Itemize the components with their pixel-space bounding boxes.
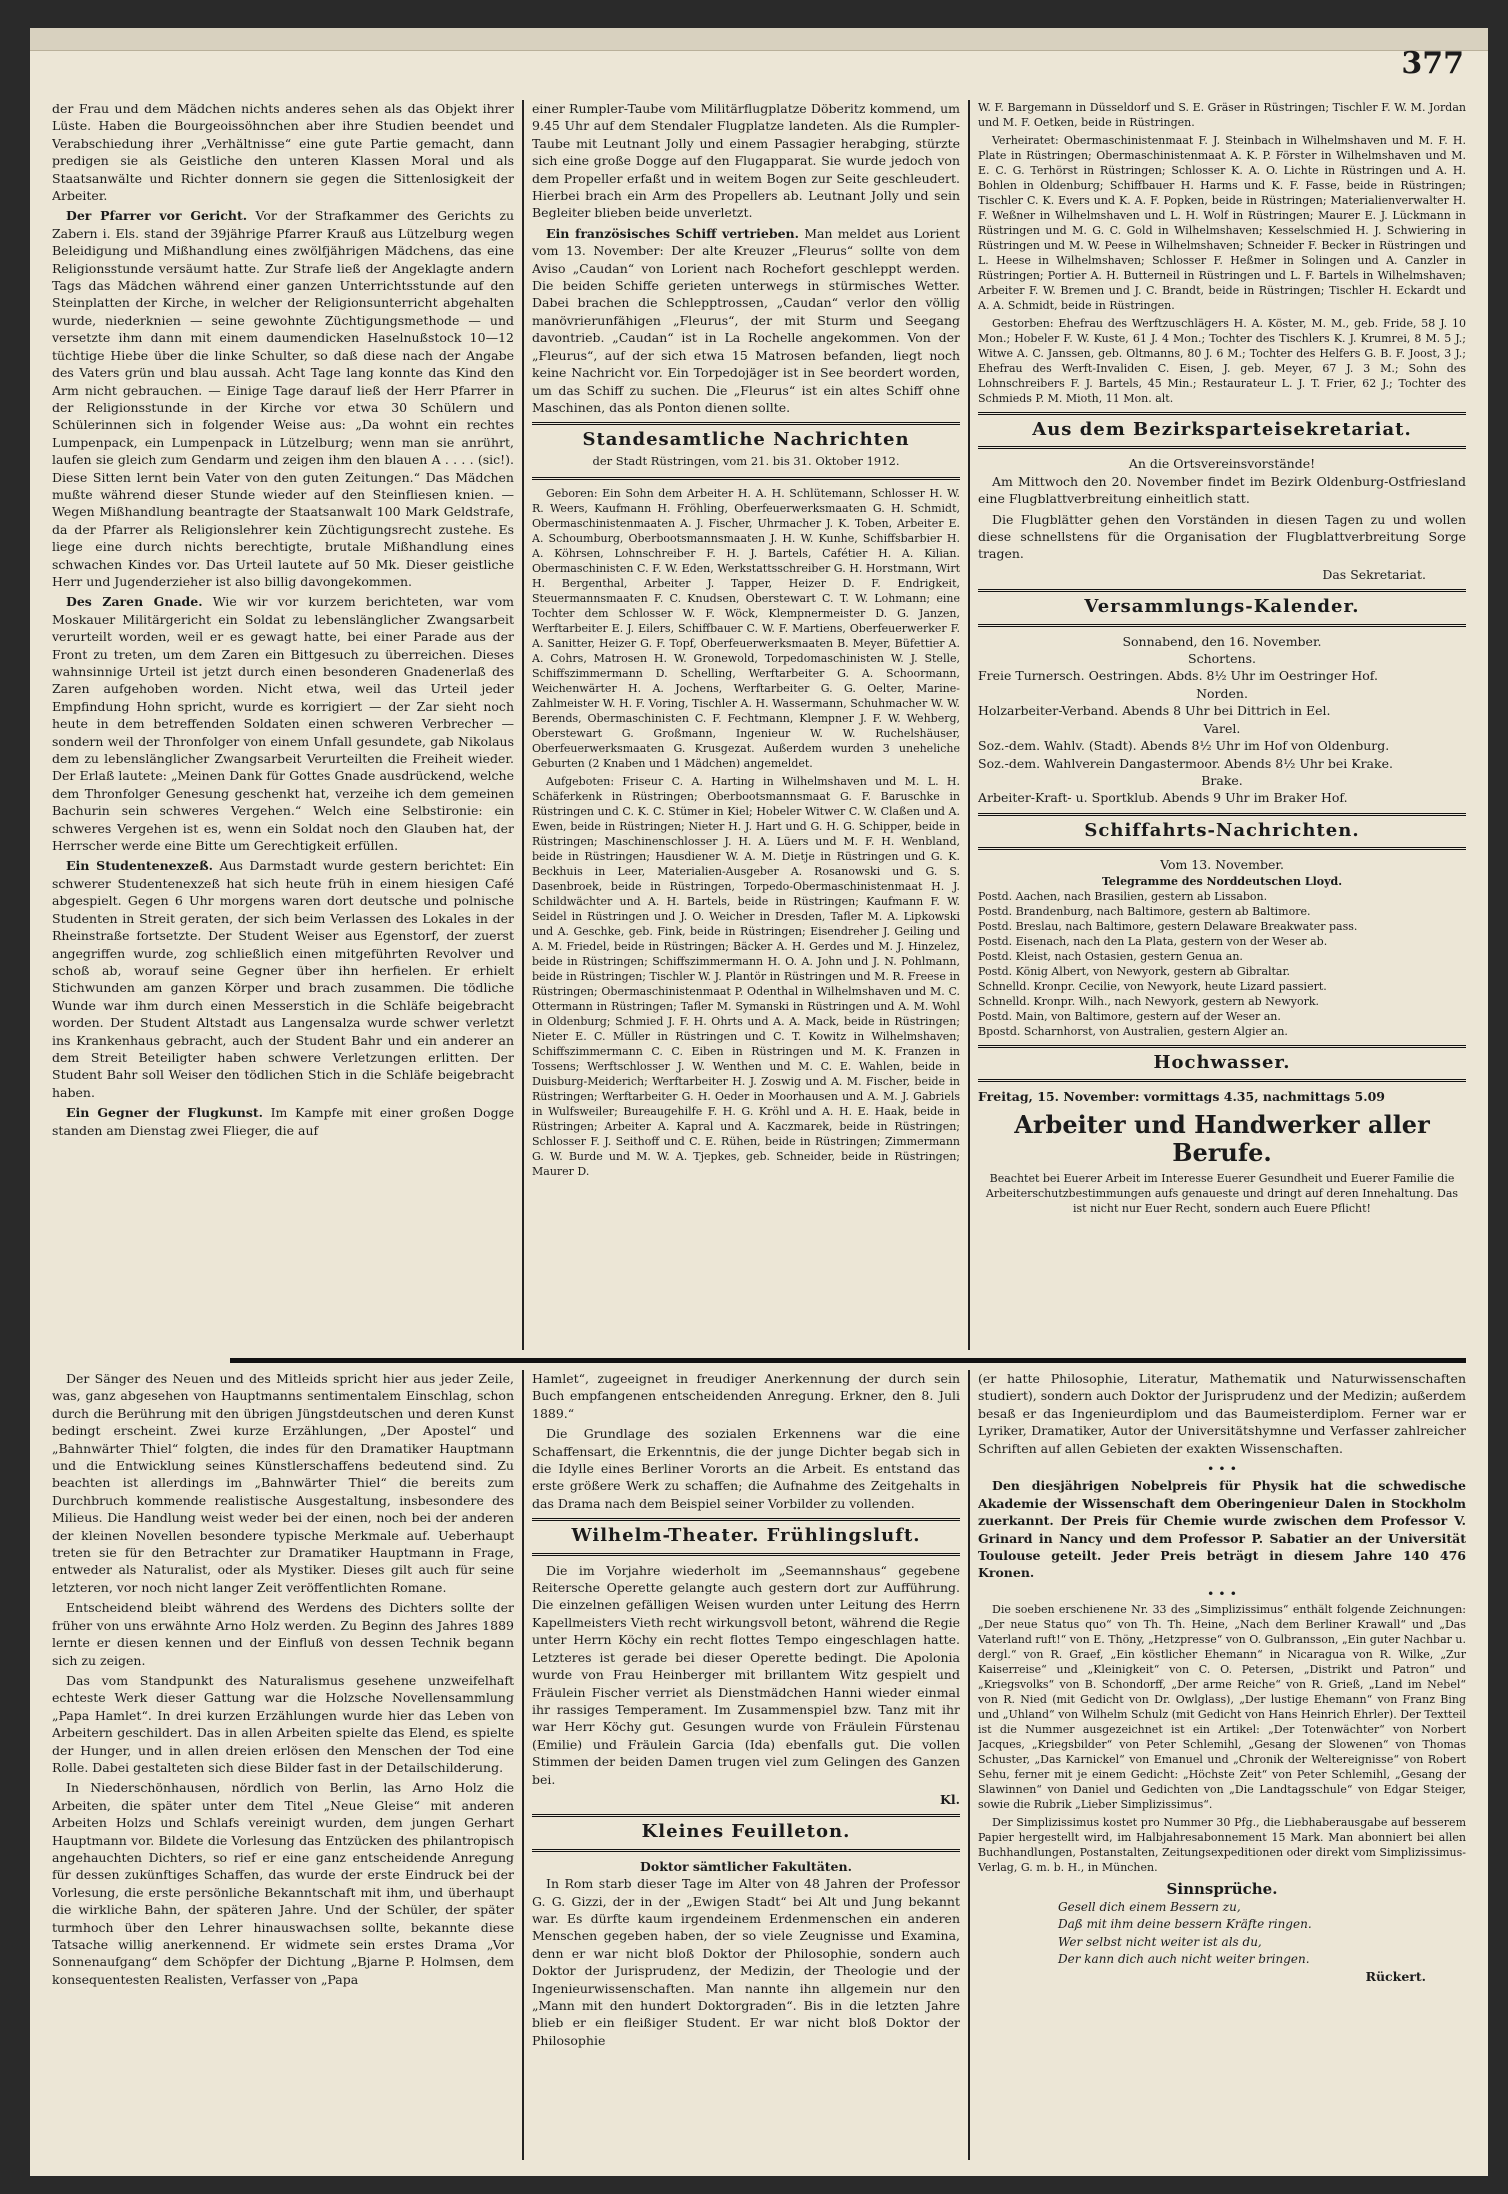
versammlung-date: Sonnabend, den 16. November. [1122, 633, 1322, 649]
feuilleton-column-right [978, 1370, 1466, 2160]
theater-text: Die im Vorjahre wiederholt im „Seemannshaus“ gegebene Reitersche Operette gelangte auch gestern dort zur Aufführung. Die einzelnen gefälligen Weisen wurden unter Leitung des Herrn Kapellmeisters Vieth recht wirkungsvoll betont, während die Regie unter Herrn Köchy ein recht flottes Tempo eingeschlagen hatte. Letzteres ist gerade bei dieser Operette bedingt. Die Apolonia wurde von Frau Heinberger mit brillantem Witz gespielt und Fräulein Fischer verriet als Dienstmädchen Hanni wieder einmal ihr rassiges Temperament. Im Zusammenspiel bzw. Tanz mit ihr war Herr Köchy gut. Gesungen wurde von Fräulein Fürstenau (Emilie) und Fräulein Garcia (Ida) ebenfalls gut. Die vollen Stimmen der beiden Damen trugen viel zum Gelingen des Ganzen bei. [532, 1562, 960, 1787]
bezirk-text-1: Am Mittwoch den 20. November findet im Bezirk Oldenburg-Ostfriesland eine Flugblattverbreitung einheitlich statt. [978, 473, 1466, 507]
feuilleton-cont-2: Die Grundlage des sozialen Erkennens war die eine Schaffensart, die Erkenntnis, die der junge Dichter begab sich in die Idylle eines Berliner Vororts an die Arbeit. Es entstand das erste größere Werk zu schaffen; die Aufnahme des Zeitgehalts in das Drama nach dem Beispiel seiner Vorbilder zu vollenden. [532, 1426, 960, 1511]
versammlung-box [978, 589, 1466, 626]
article-studenten [52, 857, 514, 1101]
column-left [52, 100, 514, 1350]
feuilleton-cont: Hamlet“, zugeeignet in freudiger Anerkennung der durch sein Buch empfangenen entscheidenden Anregung. Erkner, den 8. Juli 1889.“ [532, 1371, 960, 1421]
ship-line: Schnelld. Kronpr. Cecilie, von Newyork, heute Lizard passiert. [978, 979, 1327, 993]
column-right [978, 100, 1466, 1350]
article-schiff [532, 225, 960, 416]
headline-schiff: Ein französisches Schiff vertrieben. [546, 225, 799, 241]
bezirk-title: Aus dem Bezirksparteisekretariat. [1032, 419, 1412, 440]
schiffahrt-box [978, 813, 1466, 850]
ship-line: Postd. König Albert, von Newyork, gestern ab Gibraltar. [978, 964, 1291, 978]
page-number: 377 [1401, 46, 1464, 81]
nobel-text: Den diesjährigen Nobelpreis für Physik hat die schwedische Akademie der Wissenschaft dem Oberingenieur Dalen in Stockholm zuerkannt. Der Preis für Chemie wurde zwischen dem Professor V. Grinard in Nancy und dem Professor P. Sabatier an der Universität Toulouse geteilt. Jeder Preis beträgt in diesem Jahre 140 476 Kronen. [978, 1478, 1466, 1581]
column-divider [522, 100, 524, 1350]
standesamt-gestorben: Gestorben: Ehefrau des Werftzuschlägers H. A. Köster, M. M., geb. Fride, 58 J. 10 Mon.; Hobeler F. W. Kuste, 61 J. 4 Mon.; Tochter des Tischlers K. J. Krumrei, 8 M. 5 J.; Witwe A. C. Janssen, geb. Oltmanns, 80 J. 6 M.; Tochter des Helfers G. B. F. Joost, 3 J.; Ehefrau des Werft-Invaliden C. Eisen, J. geb. Meyer, 67 J. 3 M.; Sohn des Lohnschreibers F. J. Bartels, 45 Min.; Restaurateur L. J. T. Frier, 62 J.; Tochter des Schmieds P. M. Mioth, 11 Mon. alt. [978, 317, 1466, 405]
body-studenten: Aus Darmstadt wurde gestern berichtet: Ein schwerer Studentenexzeß hat sich heute früh in einem hiesigen Café abgespielt. Gegen 6 Uhr morgens waren dort deutsche und polnische Studenten in Streit geraten, der sich beim Verlassen des Lokales in der Rheinstraße fortsetzte. Der Student Weiser aus Egenstorf, der zuerst angegriffen wurde, zog schließlich einen mitgeführten Revolver und schoß ab, worauf seine Gegner über ihn herfielen. Er erhielt Stichwunden am ganzen Körper und brach zusammen. Die tödliche Wunde war ihm durch einen Messerstich in die Schläfe beigebracht worden. Der Student Altstadt aus Langensalza wurde schwer verletzt ins Krankenhaus gebracht, auch der Student Bahr und ein anderer an dem Streit Beteiligter haben schwere Verletzungen erlitten. Der Student Bahr soll Weiser den tödlichen Stich in die Schläfe beigebracht haben. [52, 858, 514, 1100]
ship-line: Bpostd. Scharnhorst, von Australien, gestern Algier an. [978, 1024, 1288, 1038]
column-divider [968, 100, 970, 1350]
location-heading: Norden. [1196, 685, 1248, 701]
bezirk-box [978, 412, 1466, 449]
ship-line: Postd. Aachen, nach Brasilien, gestern ab Lissabon. [978, 889, 1268, 903]
event-line: Holzarbeiter-Verband. Abends 8 Uhr bei Dittrich in Eel. [978, 703, 1331, 719]
headline-pfarrer: Der Pfarrer vor Gericht. [66, 208, 248, 224]
versammlung-title: Versammlungs-Kalender. [1084, 596, 1360, 618]
column-divider [522, 1370, 524, 2160]
schiffahrt-subtitle: Telegramme des Norddeutschen Lloyd. [1101, 874, 1343, 888]
headline-zaren: Des Zaren Gnade. [66, 594, 203, 610]
ship-line: Postd. Kleist, nach Ostasien, gestern Genua an. [978, 949, 1243, 963]
hochwasser-line: Freitag, 15. November: vormittags 4.35, nachmittags 5.09 [978, 1088, 1385, 1104]
body-flug-cont: einer Rumpler-Taube vom Militärflugplatze Döberitz kommend, um 9.45 Uhr auf dem Stendaler Flugplatze landeten. Als die Rumpler-Taube mit Leutnant Jolly und einem Passagier herabging, stürzte sich eine große Dogge auf den Flugapparat. Sie wurde jedoch von dem Propeller erfaßt und in weitem Bogen zur Seite geschleudert. Hierbei brach ein Arm des Propellers ab. Leutnant Jolly und sein Begleiter blieben beide unverletzt. [532, 101, 960, 221]
arbeiter-text: Beachtet bei Euerer Arbeit im Interesse Euerer Gesundheit und Euerer Familie die Arbeiterschutzbestimmungen aufs genaueste und dringt auf deren Innehaltung. Das ist nicht nur Euer Recht, sondern auch Euere Pflicht! [985, 1172, 1459, 1216]
article-pfarrer [52, 207, 514, 590]
body-zaren: Wie wir vor kurzem berichteten, war vom Moskauer Militärgericht ein Soldat zu lebenslänglicher Zwangsarbeit verurteilt worden, weil er es gewagt hatte, bei einer Parade aus der Front zu treten, um dem Zaren ein Bittgesuch zu überreichen. Dieses wahnsinnige Urteil ist jetzt durch einen besonderen Gnadenerlaß des Zaren aufgehoben worden. Nicht etwa, weil das Urteil jeder Empfindung Hohn spricht, wurde es korrigiert — der Zar sieht noch heute in dem betreffenden Soldaten einen schweren Verbrecher — sondern weil der Thronfolger von einem Unfall gesundete, gab Nikolaus dem zu lebenslänglicher Zwangsarbeit Verurteilten die Freiheit wieder. Der Erlaß lautete: „Meinen Dank für Gottes Gnade ausdrückend, welche dem Thronfolger Genesung geschenkt hat, verzeihe ich dem gemeinen Bachurin sein schweres Vergehen.“ Welch eine Selbstironie: ein schweres Vergehen ist es, wenn ein Soldat noch den Glauben hat, der Herrscher werde eine Bitte um Gerechtigkeit erfüllen. [52, 594, 514, 854]
article-flug [52, 1104, 514, 1139]
standesamt-box [532, 422, 960, 480]
theater-signature: Kl. [940, 1791, 960, 1807]
ship-line: Postd. Brandenburg, nach Baltimore, gestern ab Baltimore. [978, 904, 1311, 918]
event-line: Arbeiter-Kraft- u. Sportklub. Abends 9 Uhr im Braker Hof. [978, 790, 1348, 806]
kleines-feuilleton-title: Kleines Feuilleton. [641, 1821, 851, 1843]
feuilleton-text-1: Der Sänger des Neuen und des Mitleids spricht hier aus jeder Zeile, was, ganz abgesehen von Hauptmanns sentimentalem Einschlag, schon durch die Berührung mit den übrigen Jüngstdeutschen und deren Kunst bedingt erscheint. Zwei kurze Erzählungen, „Der Apostel“ und „Bahnwärter Thiel“ folgten, die indes für den Dramatiker Hauptmann und die Entwicklung seines Künstlerschaffens bedeutend sind. Zu beachten ist allerdings im „Bahnwärter Thiel“ die bereits zum Durchbruch kommende realistische Ausgestaltung, insbesondere des Milieus. Die Handlung weist weder bei der einen, noch bei der anderen der kleinen Novellen besondere typische Merkmale auf. Ueberhaupt treten sie für den Betrachter zur Dramatiker Hauptmann in Frage, entweder als Naturalist, oder als Mystiker. Dieses gilt auch für seine letzteren, vor noch nicht langer Zeit veröffentlichten Romane. [52, 1371, 514, 1595]
arbeiter-banner: Arbeiter und Handwerker aller Berufe. [1014, 1110, 1430, 1168]
schiffahrt-date: Vom 13. November. [1160, 857, 1284, 873]
doktor-title: Doktor sämtlicher Fakultäten. [640, 1858, 852, 1874]
standesamt-cont: W. F. Bargemann in Düsseldorf und S. E. Gräser in Rüstringen; Tischler F. W. M. Jordan und M. F. Oetken, beide in Rüstringen. [978, 101, 1466, 129]
sinnsprueche-line: Gesell dich einem Bessern zu, [1058, 1899, 1241, 1914]
event-line: Soz.-dem. Wahlv. (Stadt). Abends 8½ Uhr im Hof von Oldenburg. [978, 738, 1390, 754]
hochwasser-title: Hochwasser. [1153, 1051, 1291, 1073]
torn-top-edge [30, 28, 1488, 51]
article-zaren [52, 593, 514, 854]
doktor-cont: (er hatte Philosophie, Literatur, Mathematik und Naturwissenschaften studiert), sondern auch Doktor der Jurisprudenz und der Medizin; außerdem besaß er das Ingenieurdiplom und das Baumeisterdiplom. Ferner war er Lyriker, Dramatiker, Autor der Universitätshymne und Verfasser zahlreicher Schriften auf allen Gebieten der exakten Wissenschaften. [978, 1371, 1466, 1456]
column-divider [968, 1370, 970, 2160]
column-middle [532, 100, 960, 1350]
headline-studenten: Ein Studentenexzeß. [66, 858, 213, 874]
theater-box [532, 1518, 960, 1555]
simplizissimus-text-2: Der Simplizissimus kostet pro Nummer 30 Pfg., die Liebhaberausgabe auf besserem Papier hergestellt wird, im Halbjahresabonnement 15 Mark. Man abonniert bei allen Buchhandlungen, Postanstalten, Zeitungsexpeditionen oder direkt vom Simplizissimus-Verlag, G. m. b. H., in München. [978, 1816, 1466, 1875]
standesamt-verheiratet: Verheiratet: Obermaschinistenmaat F. J. Steinbach in Wilhelmshaven und M. F. H. Plate in Rüstringen; Obermaschinistenmaat A. K. P. Förster in Wilhelmshaven und M. E. C. G. Terhörst in Rüstringen; Schlosser K. A. O. Lichte in Rüstringen und A. H. Bohlen in Oldenburg; Schiffbauer H. Harms und K. F. Fasse, beide in Rüstringen; Tischler C. K. Evers und K. A. F. Popken, beide in Rüstringen; Materialienverwalter H. F. Weßner in Wilhelmshaven und L. H. Wolf in Rüstringen; Maurer E. J. Lückmann in Rüstringen und M. G. C. Gold in Wilhelmshaven; Kesselschmied H. J. Schwiering in Rüstringen und M. W. Peese in Wilhelmshaven; Schneider F. Becker in Rüstringen und L. Heese in Wilhelmshaven; Schlosser F. Heßmer in Solingen und A. Canzler in Rüstringen; Portier A. H. Butterneil in Rüstringen und L. F. Bartels in Wilhelmshaven; Arbeiter F. W. Bremen und J. C. Brandt, beide in Rüstringen; Tischler H. Eckardt und A. A. Schmidt, beide in Rüstringen. [978, 134, 1466, 312]
theater-title: Wilhelm-Theater. Frühlingsluft. [571, 1525, 921, 1547]
body-flug: Im Kampfe mit einer großen Dogge standen am Dienstag zwei Flieger, die auf [52, 1105, 514, 1138]
standesamt-geboren: Geboren: Ein Sohn dem Arbeiter H. A. H. Schlütemann, Schlosser H. W. R. Weers, Kaufmann H. Fröhling, Oberfeuerwerksmaaten G. H. Schmidt, Obermaschinistenmaaten A. J. Fischer, Uhrmacher J. K. Toben, Arbeiter E. A. Schoumburg, Oberbootsmannsmaaten J. H. W. Kunhe, Schiffsbarbier H. A. Köhrsen, Lohnschreiber F. H. J. Bartels, Cafétier H. A. Kilian. Obermaschinisten C. F. W. Eden, Werkstattsschreiber G. H. Horstmann, Wirt H. Bergenthal, Arbeiter J. Tapper, Heizer D. F. Endrigkeit, Steuermannsmaaten F. C. Knudsen, Oberstewart C. T. W. Lohmann; eine Tochter dem Schlosser W. F. Wöck, Klempnermeister D. G. Janzen, Werftarbeiter E. J. Eilers, Schiffbauer C. W. F. Martiens, Oberfeuerwerker F. A. Sanitter, Heizer G. F. Topf, Oberfeuerwerksmaaten B. Meyer, Büfettier A. A. Cohrs, Matrosen H. W. Gronewold, Torpedomaschinisten W. J. Stelle, Schiffszimmermann D. Schelling, Werftarbeiter G. A. Schoormann, Weichenwärter H. A. Jochens, Werftarbeiter G. G. Oelter, Marine-Zahlmeister W. H. F. Voring, Tischler A. H. Wassermann, Schuhmacher W. W. Berends, Obermaschinisten C. F. Fechtmann, Klempner J. F. W. Wehberg, Oberstewart G. Großmann, Ingenieur W. W. Ruchelshäuser, Oberfeuerwerksmaaten G. Krusgezat. Außerdem wurden 3 uneheliche Geburten (2 Knaben und 1 Mädchen) angemeldet. [532, 487, 960, 771]
body-schiff: Man meldet aus Lorient vom 13. November: Der alte Kreuzer „Fleurus“ sollte von dem Aviso „Caudan“ von Lorient nach Rochefort geschleppt werden. Die beiden Schiffe gerieten unterwegs in stürmisches Wetter. Dabei brachen die Schlepptrossen, „Caudan“ verlor den völlig manövrierunfähigen „Fleurus“, der mit Sturm und Seegang davontrieb. „Caudan“ ist in La Rochelle angekommen. Von der „Fleurus“, auf der sich etwa 15 Matrosen befanden, liegt noch keine Nachricht vor. Ein Torpedojäger ist in See beordert worden, um das Schiff zu suchen. Die „Fleurus“ ist ein altes Schiff ohne Maschinen, das als Ponton dienen sollte. [532, 225, 960, 415]
sinnsprueche-author: Rückert. [1365, 1969, 1426, 1985]
body-pfarrer: Vor der Strafkammer des Gerichts zu Zabern i. Els. stand der 39jährige Pfarrer Krauß aus Lützelburg wegen Beleidigung und Mißhandlung eines zwölfjährigen Mädchens, das eine Religionsstunde versäumt hatte. Zur Strafe ließ der Angeklagte andern Tags das Mädchen während einer ganzen Unterrichtsstunde auf den Steinplatten der Kirche, in welcher der Religionsunterricht abgehalten wurde, niederknien — seine gewohnte Züchtigungsmethode — und versetzte ihm dann mit einem daumendicken Haselnußstock 10—12 tüchtige Hiebe über die linke Schulter, so daß diese nach der Angabe des Vaters grün und blau aussah. Acht Tage lang konnte das Kind den Arm nicht gebrauchen. — Einige Tage darauf ließ der Herr Pfarrer in der Religionsstunde in der Kirche vor etwa 30 Schülern und Schülerinnen sich in folgender Weise aus: „Da wohnt ein rechtes Lumpenpack, ein Lumpenpack in Lützelburg; wenn man sie anrührt, laufen sie gleich zum Gendarm und zeigen ihm den blauen A . . . . (sic!). Diese Sitten lernt bein Vater von den guten Zeitungen.“ Das Mädchen mußte während dieser Stunde wieder auf den Steinfliesen knien. — Wegen Mißhandlung beantragte der Staatsanwalt 100 Mark Geldstrafe, da der Pfarrer als Religionslehrer kein Züchtigungsrecht zustehe. Es liege eine durch nichts berechtigte, brutale Mißhandlung eines schwachen Kindes vor. Das Urteil lautete auf 50 Mk. Dieser geistliche Herr und Jugenderzieher ist also billig davongekommen. [52, 208, 514, 589]
section-ornament: • • • [1206, 1461, 1238, 1477]
headline-flug: Ein Gegner der Flugkunst. [66, 1105, 264, 1121]
standesamt-title: Standesamtliche Nachrichten [582, 429, 910, 451]
ship-line: Schnelld. Kronpr. Wilh., nach Newyork, gestern ab Newyork. [978, 994, 1319, 1008]
standesamt-aufgeboten: Aufgeboten: Friseur C. A. Harting in Wilhelmshaven und M. L. H. Schäferkenk in Rüstringen; Oberbootsmannsmaat G. F. Baruschke in Rüstringen und C. K. C. Stümer in Kiel; Hobeler Witwer C. W. Claßen und A. Ewen, beide in Rüstringen; Nieter H. J. Hart und G. H. G. Schipper, beide in Rüstringen; Maschinenschlosser J. H. A. Lüers und M. F. H. Wenbland, beide in Rüstringen; Hausdiener W. A. M. Dietje in Rüstringen und G. K. Beckhuis in Leer, Materialien-Ausgeber A. Rosanowski und G. S. Dasenbroek, beide in Rüstringen, Torpedo-Obermaschinistenmaat H. J. Schildwächter und A. H. Bartels, beide in Rüstringen; Kaufmann F. W. Seidel in Rüstringen und J. O. Weicher in Dresden, Tafler M. A. Lipkowski und A. Geschke, geb. Fink, beide in Rüstringen; Eisendreher J. Geiling und A. M. Friedel, beide in Rüstringen; Bäcker A. H. Gerdes und M. J. Hinzelez, beide in Rüstringen; Schiffszimmermann H. O. A. John und J. N. Pohlmann, beide in Rüstringen; Tischler W. J. Plantör in Rüstringen und M. R. Freese in Rüstringen; Obermaschinistenmaat P. Odenthal in Wilhelmshaven und M. C. Ottermann in Rüstringen; Tafler M. Symanski in Rüstringen und A. M. Wohl in Oldenburg; Schmied J. F. H. Ohrts und A. A. Mack, beide in Rüstringen; Nieter E. C. Müller in Rüstringen und C. T. Kowitz in Wilhelmshaven; Schiffszimmermann C. C. Eiben in Rüstringen und M. K. Franzen in Tossens; Werftschlosser J. W. Wenthen und M. C. E. Wahlen, beide in Duisburg-Meiderich; Werftarbeiter H. J. Zoswig und A. M. Fischer, beide in Rüstringen; Werftarbeiter G. H. Oeder in Moorhausen und A. M. J. Gabriels in Wulfsweiler; Bureaugehilfe F. H. G. Kröhl und A. H. E. Haak, beide in Rüstringen; Arbeiter A. Kapral und A. Kaczmarek, beide in Rüstringen; Schlosser F. J. Seithoff und C. E. Rühen, beide in Rüstringen; Zimmermann G. W. Burde und M. W. A. Tjepkes, geb. Schneider, beide in Rüstringen; Maurer D. [532, 775, 960, 1179]
ship-line: Postd. Eisenach, nach den La Plata, gestern von der Weser ab. [978, 934, 1328, 948]
intro-paragraph: der Frau und dem Mädchen nichts anderes sehen als das Objekt ihrer Lüste. Haben die Bourgeoissöhnchen aber ihre Studien beendet und Verabschiedung ihrer „Verhältnisse“ eine gute Partie gemacht, dann predigen sie als Geistliche den unteren Klassen Moral und als Staatsanwälte und Richter donnern sie gegen die Sittenlosigkeit der Arbeiter. [52, 101, 514, 204]
location-heading: Schortens. [1188, 651, 1256, 667]
feuilleton-text-3: Das vom Standpunkt des Naturalismus gesehene unzweifelhaft echteste Werk dieser Gattung war die Holzsche Novellensammlung „Papa Hamlet“. In drei kurzen Erzählungen wurde hier das Leben von Arbeitern geschildert. Das in allen Arbeiten spielte das Elend, es spielte der Hunger, und in allen dreien erlösen den Menschen der Tod eine Rolle. Dabei gestalteten sich diese Bilder fast in der Detailschilderung. [52, 1672, 514, 1775]
bezirk-signature: Das Sekretariat. [1322, 566, 1426, 582]
location-heading: Brake. [1201, 772, 1243, 788]
feuilleton-column-middle [532, 1370, 960, 2160]
feuilleton-text-2: Entscheidend bleibt während des Werdens des Dichters sollte der früher von uns erwähnte Arno Holz werden. Zu Beginn des Jahres 1889 lernte er diesen kennen und der Einfluß von dessen Technik begann sich zu zeigen. [52, 1600, 514, 1668]
section-ornament: • • • [1206, 1585, 1238, 1601]
sinnsprueche-title: Sinnsprüche. [1166, 1880, 1278, 1899]
schiffahrt-title: Schiffahrts-Nachrichten. [1084, 819, 1360, 841]
bezirk-text-2: Die Flugblätter gehen den Vorständen in diesen Tagen zu und wollen diese schnellstens für die Organisation der Flugblattverbreitung Sorge tragen. [978, 511, 1466, 562]
feuilleton-text-4: In Niederschönhausen, nördlich von Berlin, las Arno Holz die Arbeiten, die später unter dem Titel „Neue Gleise“ mit anderen Arbeiten Holzs und Schlafs vereinigt wurden, dem jungen Gerhart Hauptmann vor. Bildete die Vorlesung das Entzücken des philantropisch angehauchten Dichters, so rief er eine ganz entscheidende Anregung für dessen zukünftiges Schaffen, das wurde der erste Eindruck bei der Vorlesung, die erste persönliche Bekanntschaft mit ihm, und überhaupt die wirkliche Bahn, der späteren Jahre. Und der Schüler, der später turmhoch über den Lehrer hinauswachsen sollte, bekannte diese Tatsache willig anerkennend. Er widmete sein erstes Drama „Vor Sonnenaufgang“ dem Schöpfer der Dichtung „Bjarne P. Holmsen, dem konsequentesten Realisten, Verfasser von „Papa [52, 1780, 514, 1987]
ship-line: Postd. Main, von Baltimore, gestern auf der Weser an. [978, 1009, 1281, 1023]
bezirk-subtitle: An die Ortsvereinsvorstände! [1128, 456, 1316, 472]
schiffahrt-list [978, 889, 1466, 1039]
simplizissimus-text: Die soeben erschienene Nr. 33 des „Simplizissimus“ enthält folgende Zeichnungen: „Der neue Status quo“ von Th. Th. Heine, „Nach dem Berliner Krawall“ und „Das Vaterland ruft!“ von E. Thöny, „Hetzpresse“ von O. Gulbransson, „Ein guter Nachbar u. dergl.“ von R. Graef, „Ein köstlicher Ehemann“ in Nicaragua von R. Wilke, „Zur Kaiserreise“ und „Kleinigkeit“ von C. O. Petersen, „Distrikt und Patron“ und „Kriegsvolks“ von B. Schondorff, „Der arme Reiche“ von R. Grieß, „Land im Nebel“ von R. Nied (mit Gedicht von Dr. Owlglass), „Der lustige Ehemann“ von Franz Bing und „Uhland“ von Wilhelm Schulz (mit Gedicht von Hans Heinrich Ehrler). Der Textteil ist die Nummer ausgezeichnet ist ein Artikel: „Der Totenwächter“ von Norbert Jacques, „Kriegsbilder“ von Peter Schlemihl, „Gesang der Slowenen“ von Thomas Schuster, „Das Karnickel“ von Emanuel und „Chronik der Weltereignisse“ von Robert Sehu, ferner mit je einem Gedicht: „Höchste Zeit“ von Peter Schlemihl, „Gesang der Slawinnen“ von Daniel und Gedichten von „Die Landtagsschule“ von Edgar Steiger, sowie die Rubrik „Lieber Simplizissimus“. [978, 1603, 1466, 1812]
kleines-feuilleton-box [532, 1814, 960, 1851]
sinnsprueche-line: Wer selbst nicht weiter ist als du, [1058, 1934, 1262, 1949]
sinnsprueche-line: Daß mit ihm deine bessern Kräfte ringen. [1058, 1917, 1312, 1932]
feuilleton-column-left [52, 1370, 514, 2160]
event-line: Soz.-dem. Wahlverein Dangastermoor. Abends 8½ Uhr bei Krake. [978, 755, 1393, 771]
feuilleton-separator [230, 1358, 1466, 1363]
newspaper-page [30, 28, 1488, 2176]
doktor-text: In Rom starb dieser Tage im Alter von 48 Jahren der Professor G. G. Gizzi, der in der „Ewigen Stadt“ bei Alt und Jung bekannt war. Es dürfte kaum irgendeinem Erdenmenschen ein anderen Menschen gegeben haben, der so viele Zeugnisse und Examina, denn er war nicht bloß Doktor der Philosophie, sondern auch Doktor der Jurisprudenz, der Medizin, der Theologie und der Ingenieurwissenschaften. Man nannte ihn allgemein nur den „Mann mit den hundert Doktorgraden“. Bis in die letzten Jahre blieb er ein fleißiger Student. Er war nicht bloß Doktor der Philosophie [532, 1876, 960, 2048]
hochwasser-box [978, 1045, 1466, 1082]
standesamt-subtitle: der Stadt Rüstringen, vom 21. bis 31. Oktober 1912. [592, 453, 900, 468]
sinnsprueche-line: Der kann dich auch nicht weiter bringen. [1058, 1951, 1310, 1966]
ship-line: Postd. Breslau, nach Baltimore, gestern Delaware Breakwater pass. [978, 919, 1358, 933]
event-line: Freie Turnersch. Oestringen. Abds. 8½ Uhr im Oestringer Hof. [978, 668, 1378, 684]
location-heading: Varel. [1203, 720, 1241, 736]
